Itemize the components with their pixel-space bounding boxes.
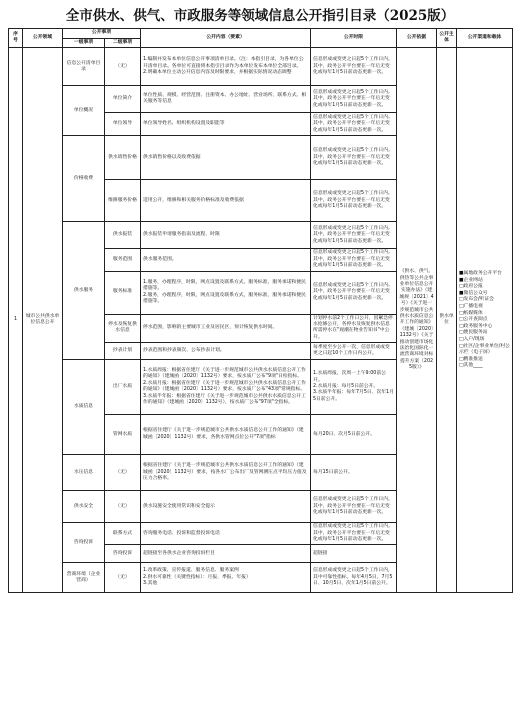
level1-cell: 供水安全 [63, 491, 105, 523]
content-cell: 供水报装申请服务指南及流程、时限 [141, 222, 311, 249]
content-cell: 1.编制并发布本单位信息公开事项清单目录。（注：本指引目录，为各单位公开清单目录。各单位可直接将本指引目录作为本单位发布本单位全部目录。 2.明确本单位主动公开信息内容及时限要求，并根据实际情况动态调整 [141, 48, 311, 86]
time-cell: 信息形成或变更之日起5个工作日内。其中，政务公开平台要在一年后无变化或每年1月5日前动态更新一次。 [311, 113, 397, 136]
level1-cell: 水压信息 [63, 455, 105, 491]
channel-item: □其他____ [459, 363, 483, 369]
level1-cell: 单位概况 [63, 86, 105, 136]
level2-cell: 停水及恢复供水信息 [105, 314, 141, 343]
level2-cell: 咨询投诉 [105, 545, 141, 563]
time-cell: 超链接 [311, 545, 397, 563]
time-cell: 信息形成或变更之日起5个工作日内。其中，政务公开平台要在一年后无变化或每年1月5日前动态更新一次。 [311, 136, 397, 180]
level2-cell: （无） [105, 491, 141, 523]
level2-cell: 维修服务价格 [105, 180, 141, 222]
content-cell: 供水设施安全使用常识和安全提示 [141, 491, 311, 523]
document-title: 全市供水、供气、市政服务等领域信息公开指引目录（2025版） [65, 8, 455, 24]
time-cell: 信息形成或变更之日起5个工作日内。其中，政务公开平台要在一年后无变化或每年1月5日前动态更新一次。 [311, 48, 397, 86]
channel-item: □便民服务站 [459, 330, 488, 336]
channel-item: ■微信公众号 [459, 290, 488, 296]
level1-cell: 信息公开清单目录 [63, 48, 105, 86]
level1-cell: 水质信息 [63, 360, 105, 455]
content-cell: 咨询服务电话、投诉和监督投诉电话 [141, 523, 311, 545]
time-cell: 每月15日前公开。 [311, 455, 397, 491]
subject-cell: 供水单位 [437, 48, 457, 593]
content-cell: 停水范围，影响的主要城市工业及居民区，预计恢复供水时间。 [141, 314, 311, 343]
content-cell: 1.改革政策、宣传报道、服务信息、服务案例 2.供水可靠性（关键性指标）：月报、季报、年报） 3.其他 [141, 563, 311, 593]
table-body [9, 48, 513, 593]
header-basis: 公开依据 [397, 29, 437, 48]
content-cell: 抄表范围和抄表频次、公布抄表计划。 [141, 343, 311, 360]
level2-cell: （无） [105, 455, 141, 491]
content-cell: 单位领导姓名、组织机构设置及职能等 [141, 113, 311, 136]
header-seq: 序号 [9, 29, 23, 48]
time-cell: 信息形成或变更之日起5个工作日内，其中可靠性指标，每年4月5日，7月5日、10月5日、次年1月5日前公开。 [311, 563, 397, 593]
header-level1: 一级事项 [63, 39, 105, 48]
header-matter: 公开事项 [63, 29, 141, 39]
level1-cell: 营商环境（企业营商） [63, 563, 105, 593]
domain-cell: 城市公共供水单位信息公开 [23, 48, 63, 593]
basis-cell: 《供水、供气、供热等公共企事业单位信息公开实施办法》（建城规〔2021〕4号）《关于进一步规范城市公共供水水质信息公开工作的通知》（建城〔2020〕1132号）《关于推动创建市场化法治化国际化一流营商环境对标提升方案（2025版）》 [397, 48, 437, 593]
header-level2: 二级事项 [105, 39, 141, 48]
channel-item: □精准推送 [459, 356, 483, 362]
seq-cell: 1 [9, 48, 23, 593]
header-channel: 公开渠道和载体 [457, 29, 513, 48]
level1-cell: 价格收费 [63, 136, 105, 222]
level2-cell: 服务范围 [105, 249, 141, 271]
channel-item: □政府公报 [459, 284, 483, 290]
content-cell: 单位性质、规模、经营范围、注册资本、办公地址、营业场所、联系方式、相关服务等信息 [141, 86, 311, 113]
level2-cell: 供水销售价格 [105, 136, 141, 180]
content-cell: 适用公开，维修和相关服务价格标准及收费依据 [141, 180, 311, 222]
content-cell: 供水服务范围。 [141, 249, 311, 271]
level2-cell: 出厂水质 [105, 360, 141, 415]
level2-cell: 联系方式 [105, 523, 141, 545]
header-subject: 公开主体 [437, 29, 457, 48]
content-cell: 根据省住建厅《关于进一步规范城市公共供水水质信息公开工作的通知》（建城函〔2020〕1132号）要求，按各水厂公布出厂及管网测压点平均压力值及压力合格率。 [141, 455, 311, 491]
channel-item: □入户/现场 [459, 336, 485, 342]
time-cell: 信息形成或变更之日起5个工作日内。其中，政务公开平台要在一年后无变化或每年1月5日前动态更新一次。 [311, 222, 397, 249]
level2-cell: （无） [105, 563, 141, 593]
level2-cell: 管网水质 [105, 415, 141, 455]
level2-cell: 抄表计划 [105, 343, 141, 360]
channel-item: □发布会/听证会 [459, 297, 494, 303]
content-cell: 1.服务，办理程序，时限，网点设置及联系方式，服务标准，服务承诺和便民措施等。 2.服务，办理程序，时限，网点设置及联系方式，服务标准，服务承诺和便民措施等。 [141, 271, 311, 314]
time-cell: 信息形成或变更之日起5个工作日内。其中，政务公开平台要在一年后无变化或每年1月5日前动态更新一次。 [311, 86, 397, 113]
level2-cell: 单位领导 [105, 113, 141, 136]
content-cell: 超链接至各供水企业咨询投诉栏目 [141, 545, 311, 563]
content-cell: 1.水质周报：根据省住建厅《关于进一步规范城市公共供水水质信息公开工作的通知》（建城函〔2020〕1132号）要求，按水质厂公布"9项"日检指标。 2.水质月报：根据省住建厅《关于进一步规范城市公共供水水质信息公开工作的通知》（建城函〔2020〕1132号）要求，按水质厂公布"43项"常规指标。 3.水质半年报：根据省住建厅《关于进一步规范城市公共供水水质信息公开工作的通知》（建城函〔2020〕1132号），按水质厂公布"97项"全指标。 [141, 360, 311, 415]
time-cell: 信息形成或变更之日起5个工作日内。其中，政务公开平台要在一年后无变化或每年1月5日前动态更新一次。 [311, 271, 397, 314]
table-row [9, 48, 513, 86]
channel-cell [457, 48, 513, 593]
time-cell: 计划停水前2个工作日公开，因紧急停水抢修公开，各停水及恢复供水信息所需停水在"观潮在物业告知书"中公开。 [311, 314, 397, 343]
header-time: 公开时限 [311, 29, 397, 48]
level2-cell: 供水报装 [105, 222, 141, 249]
content-cell: 供水销售价格以及收费依据 [141, 136, 311, 180]
time-cell: 信息形成或变更之日起5个工作日内。其中，政务公开平台要在一年后无变化或每年1月5日前动态更新一次。 [311, 180, 397, 222]
disclosure-table [8, 28, 513, 593]
level2-cell: （无） [105, 48, 141, 86]
time-cell: 信息形成或变更之日起5个工作日内。其中，政务公开平台要在一年后无变化或每年1月5日前动态更新一次。 [311, 491, 397, 523]
time-cell: 信息形成或变更之日起5个工作日内。其中，政务公开平台要在一年后无变化或每年1月5日前动态更新一次。 [311, 523, 397, 545]
channel-item: □社区/企事业单位/村公示栏（电子屏） [459, 343, 510, 356]
time-cell: 信息形成或变更之日起5个工作日内。其中，政务公开平台要在一年后无变化或每年1月5日前动态更新一次。 [311, 249, 397, 271]
header-content: 公开内容（要素） [141, 29, 311, 48]
channel-item: □公开查阅点 [459, 317, 488, 323]
content-cell: 根据省住建厅《关于进一步规范城市公共供水水质信息公开工作的通知》（建城函〔2020〕1132号）要求，各供水管网点位公开"7项"指标 [141, 415, 311, 455]
level1-cell: 供水服务 [63, 222, 105, 360]
level1-cell: 咨询投诉 [63, 523, 105, 563]
time-cell: 每季度至少公开一次，信息形成或变更之日起10个工作日内公开。 [311, 343, 397, 360]
channel-item: □纸媒媒体 [459, 310, 483, 316]
level2-cell: 服务标准 [105, 271, 141, 314]
time-cell: 1.水质周报，次周一上午9:00前公开。 2.水质月报：每月5日前公开。 3.水质半年报：每年7月5日、次年1月5日前公开。 [311, 360, 397, 415]
header-domain: 公开领域 [23, 29, 63, 48]
channel-item: ■企业网站 [459, 277, 483, 283]
channel-item: ■属地政务公开平台 [459, 270, 502, 276]
time-cell: 每月20日、次月5日前公开。 [311, 415, 397, 455]
level2-cell: 单位简介 [105, 86, 141, 113]
channel-item: □政务服务中心 [459, 323, 493, 329]
channel-item: □广播电视 [459, 303, 483, 309]
